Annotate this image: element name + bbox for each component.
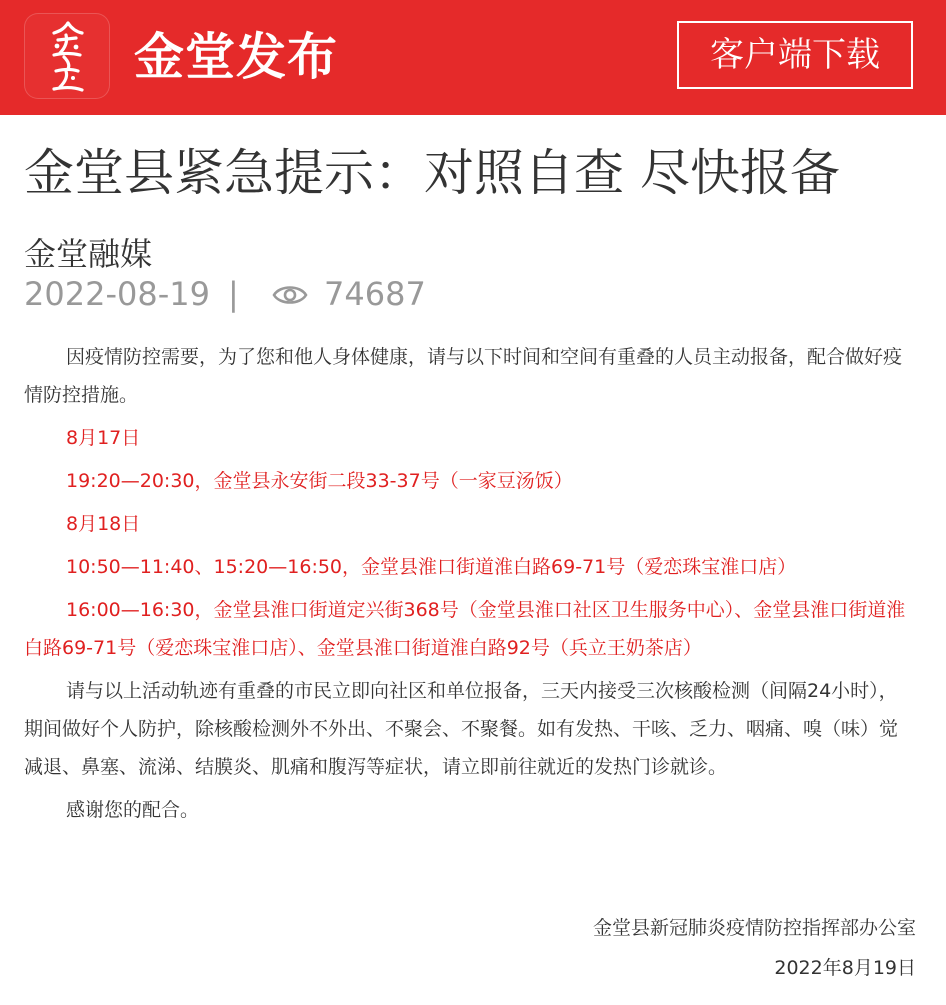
- article-body: [24, 338, 916, 829]
- brand-logo[interactable]: [24, 13, 110, 99]
- date-heading: 8月18日: [66, 513, 141, 535]
- calligraphy-logo-icon: [24, 13, 110, 99]
- article-title: 金堂县紧急提示：对照自查 尽快报备: [24, 144, 840, 202]
- brand-name: 金堂发布: [134, 28, 338, 86]
- client-download-button[interactable]: 客户端下载: [677, 21, 913, 89]
- signature-date: 2022年8月19日: [774, 957, 916, 979]
- publish-date: 2022-08-19: [24, 275, 210, 313]
- location-item: 16:00—16:30，金堂县淮口街道定兴街368号（金堂县淮口社区卫生服务中心）、金堂县淮口街道淮白路69-71号（爱恋珠宝淮口店）、金堂县淮口街道淮白路92号（兵立王奶茶店）: [24, 599, 906, 659]
- app-header: [0, 0, 946, 115]
- article-source: 金堂融媒: [24, 235, 153, 273]
- location-item: 19:20—20:30，金堂县永安街二段33-37号（一家豆汤饭）: [66, 470, 573, 492]
- meta-separator: |: [228, 275, 239, 313]
- instruction-paragraph: 请与以上活动轨迹有重叠的市民立即向社区和单位报备，三天内接受三次核酸检测（间隔24小时），期间做好个人防护，除核酸检测外不外出、不聚会、不聚餐。如有发热、干咳、乏力、咽痛、嗅（味）觉减退、鼻塞、流涕、结膜炎、肌痛和腹泻等症状，请立即前往就近的发热门诊就诊。: [24, 680, 899, 778]
- view-count: 74687: [324, 275, 426, 313]
- thanks-paragraph: 感谢您的配合。: [66, 799, 200, 821]
- date-heading: 8月17日: [66, 427, 141, 449]
- signature-office: 金堂县新冠肺炎疫情防控指挥部办公室: [592, 917, 916, 939]
- signature-block: [593, 908, 916, 988]
- location-item: 10:50—11:40、15:20—16:50，金堂县淮口街道淮白路69-71号（爱恋珠宝淮口店）: [66, 556, 797, 578]
- eye-icon: [272, 278, 308, 320]
- intro-paragraph: 因疫情防控需要，为了您和他人身体健康，请与以下时间和空间有重叠的人员主动报备，配合做好疫情防控措施。: [24, 346, 903, 406]
